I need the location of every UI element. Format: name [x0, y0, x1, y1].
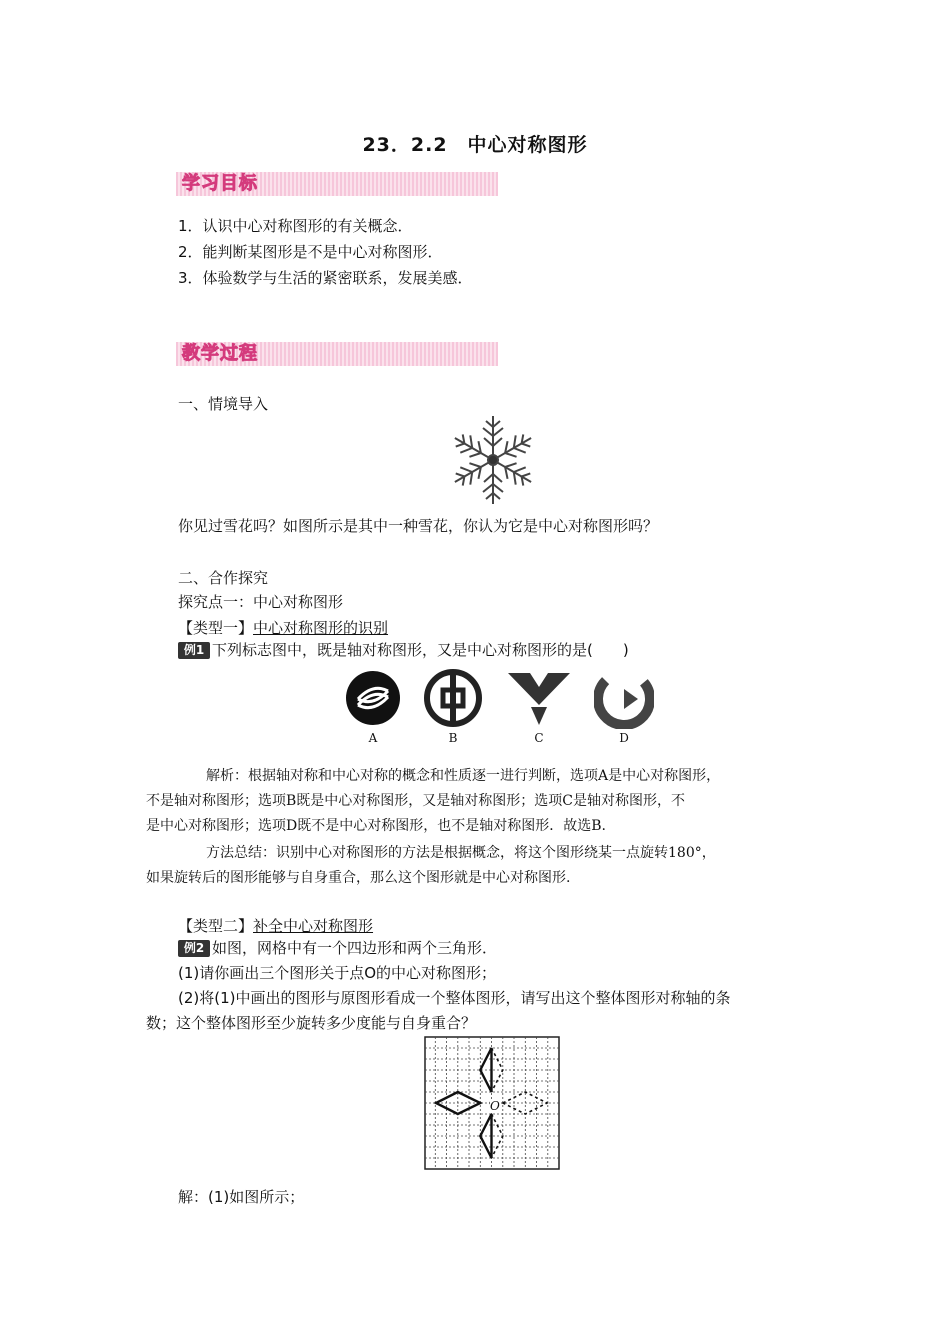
- example-1-text: 下列标志图中，既是轴对称图形，又是中心对称图形的是( ): [212, 641, 629, 659]
- snowflake-image: [440, 412, 546, 508]
- goal-item-3: 3．体验数学与生活的紧密联系，发展美感．: [178, 269, 473, 287]
- logo-a-icon: [344, 669, 402, 727]
- example-1-badge: 例1: [178, 642, 210, 659]
- analysis-line-3: 是中心对称图形；选项D既不是中心对称图形，也不是轴对称图形．故选B.: [146, 818, 606, 834]
- grid-figure: [424, 1036, 560, 1170]
- summary-line-2: 如果旋转后的图形能够与自身重合，那么这个图形就是中心对称图形.: [146, 870, 571, 886]
- goal-item-1: 1．认识中心对称图形的有关概念．: [178, 217, 413, 235]
- question-1: (1)请你画出三个图形关于点O的中心对称图形；: [178, 964, 497, 982]
- type1-tag: 【类型一】: [178, 619, 254, 637]
- process-banner: [176, 342, 498, 366]
- process-banner-label: 教学过程: [182, 343, 258, 364]
- example-1: [178, 639, 629, 661]
- part2-heading: 二、合作探究: [178, 569, 269, 587]
- logo-d-icon: [594, 669, 654, 729]
- answer-line: 解：(1)如图所示；: [178, 1188, 305, 1206]
- example-2-text: 如图，网格中有一个四边形和两个三角形．: [212, 939, 498, 957]
- example-2: [178, 937, 497, 959]
- question-2-line-2: 数；这个整体图形至少旋转多少度能与自身重合？: [146, 1014, 477, 1032]
- logo-c-label: C: [534, 731, 544, 745]
- analysis-line-1: [206, 764, 720, 789]
- part1-heading: 一、情境导入: [178, 395, 269, 413]
- type2-title: 补全中心对称图形: [253, 917, 374, 935]
- analysis-line-2: 不是轴对称图形；选项B既是中心对称图形，又是轴对称图形；选项C是轴对称图形，不: [146, 793, 685, 809]
- summary-label: 方法总结：: [206, 845, 276, 861]
- example-2-badge: 例2: [178, 940, 210, 957]
- type1-heading: [178, 617, 388, 639]
- logo-b-icon: [424, 669, 482, 727]
- type2-tag: 【类型二】: [178, 917, 254, 935]
- type1-title: 中心对称图形的识别: [253, 619, 389, 637]
- part1-question: 你见过雪花吗？如图所示是其中一种雪花，你认为它是中心对称图形吗？: [178, 517, 659, 535]
- goal-item-2: 2．能判断某图形是不是中心对称图形．: [178, 243, 443, 261]
- logo-a-label: A: [368, 731, 378, 745]
- analysis-text-1: 根据轴对称和中心对称的概念和性质逐一进行判断，选项A是中心对称图形，: [248, 768, 721, 784]
- explore-point-1: 探究点一：中心对称图形: [178, 593, 344, 611]
- question-2-line-1: (2)将(1)中画出的图形与原图形看成一个整体图形，请写出这个整体图形对称轴的条: [178, 989, 731, 1007]
- logo-d-label: D: [619, 731, 629, 745]
- logo-options: [338, 665, 658, 750]
- logo-c-icon: [508, 669, 570, 727]
- logo-b-label: B: [448, 731, 458, 745]
- snowflake-icon: [440, 412, 546, 508]
- summary-line-1: [206, 841, 716, 866]
- center-point-label: O: [490, 1099, 500, 1113]
- goals-banner-label: 学习目标: [182, 173, 258, 194]
- goals-banner: [176, 172, 498, 196]
- summary-text-1: 识别中心对称图形的方法是根据概念，将这个图形绕某一点旋转180°，: [276, 845, 716, 861]
- page-title: 23．2.2 中心对称图形: [362, 134, 588, 156]
- analysis-label: 解析：: [206, 768, 248, 784]
- type2-heading: [178, 915, 373, 937]
